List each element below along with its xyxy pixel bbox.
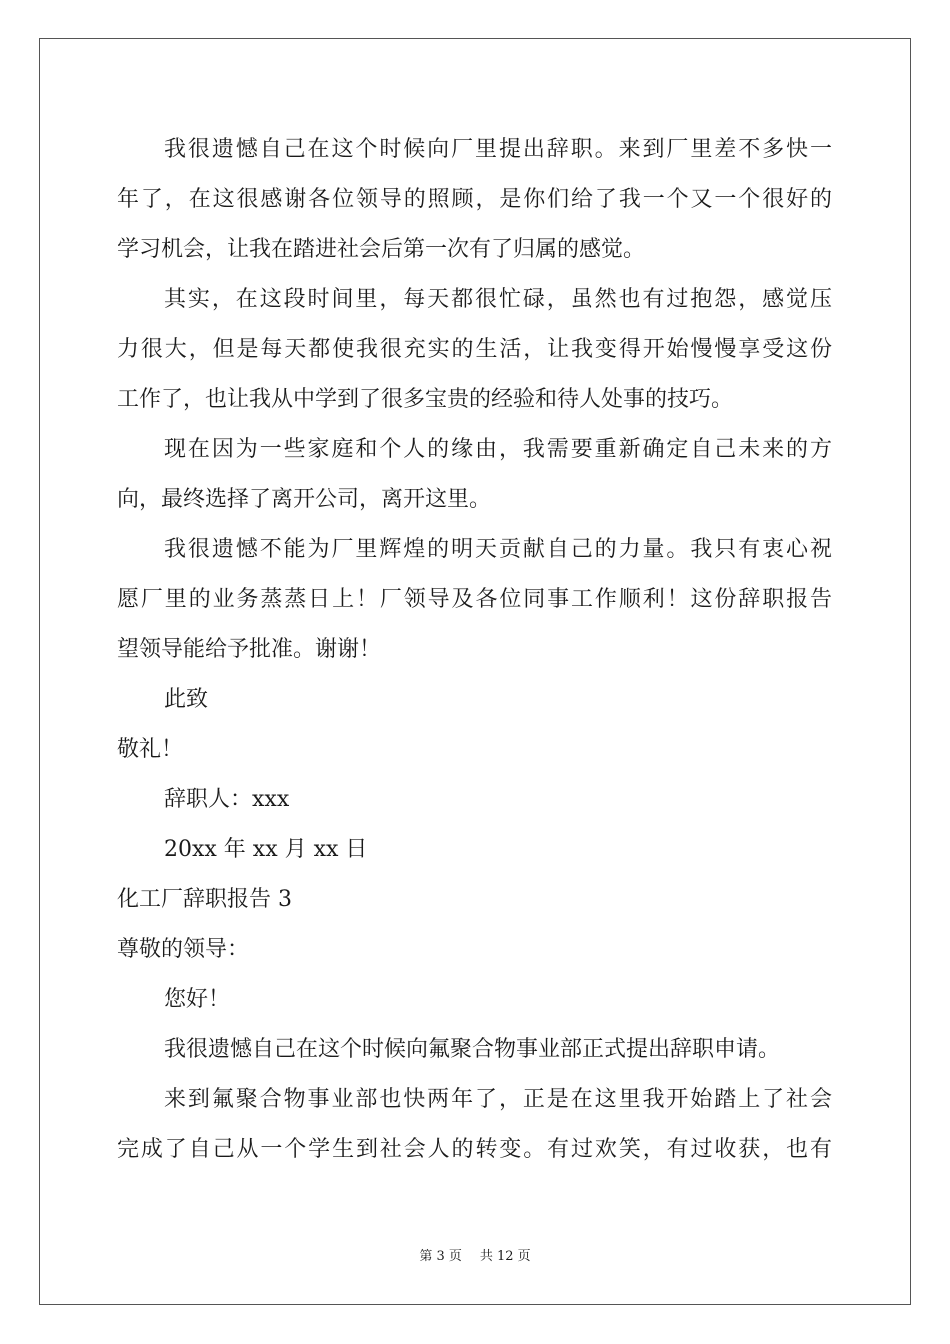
text-line: 工作了，也让我从中学到了很多宝贵的经验和待人处事的技巧。 [117,387,734,412]
text-line: 化工厂辞职报告 3 [117,887,292,912]
text-line: 尊敬的领导： [117,937,250,962]
text-line: 其实，在这段时间里，每天都很忙碌，虽然也有过抱怨，感觉压 [164,287,832,312]
document-body [117,125,832,1175]
page-footer [0,1247,950,1267]
text-line: 望领导能给予批准。谢谢！ [117,637,382,662]
text-line: 20xx 年 xx 月 xx 日 [164,837,368,862]
text-line: 完成了自己从一个学生到社会人的转变。有过欢笑，有过收获，也有 [117,1137,832,1162]
text-line: 力很大，但是每天都使我很充实的生活，让我变得开始慢慢享受这份 [117,337,832,362]
page-total: 共 12 页 [479,1249,531,1264]
text-line: 现在因为一些家庭和个人的缘由，我需要重新确定自己未来的方 [164,437,832,462]
text-line: 来到氟聚合物事业部也快两年了，正是在这里我开始踏上了社会 [164,1087,832,1112]
text-line: 此致 [164,687,209,712]
text-line: 辞职人：xxx [164,787,290,812]
page-number: 第 3 页 [419,1249,462,1264]
text-line: 我很遗憾自己在这个时候向氟聚合物事业部正式提出辞职申请。 [164,1037,781,1062]
text-line: 我很遗憾自己在这个时候向厂里提出辞职。来到厂里差不多快一 [164,137,832,162]
text-line: 学习机会，让我在踏进社会后第一次有了归属的感觉。 [117,237,646,262]
text-line: 向，最终选择了离开公司，离开这里。 [117,487,492,512]
text-line: 敬礼！ [117,737,184,762]
text-line: 年了，在这很感谢各位领导的照顾，是你们给了我一个又一个很好的 [117,187,832,212]
text-line: 愿厂里的业务蒸蒸日上！厂领导及各位同事工作顺利！这份辞职报告 [117,587,832,612]
text-line: 您好！ [164,987,231,1012]
text-line: 我很遗憾不能为厂里辉煌的明天贡献自己的力量。我只有衷心祝 [164,537,832,562]
